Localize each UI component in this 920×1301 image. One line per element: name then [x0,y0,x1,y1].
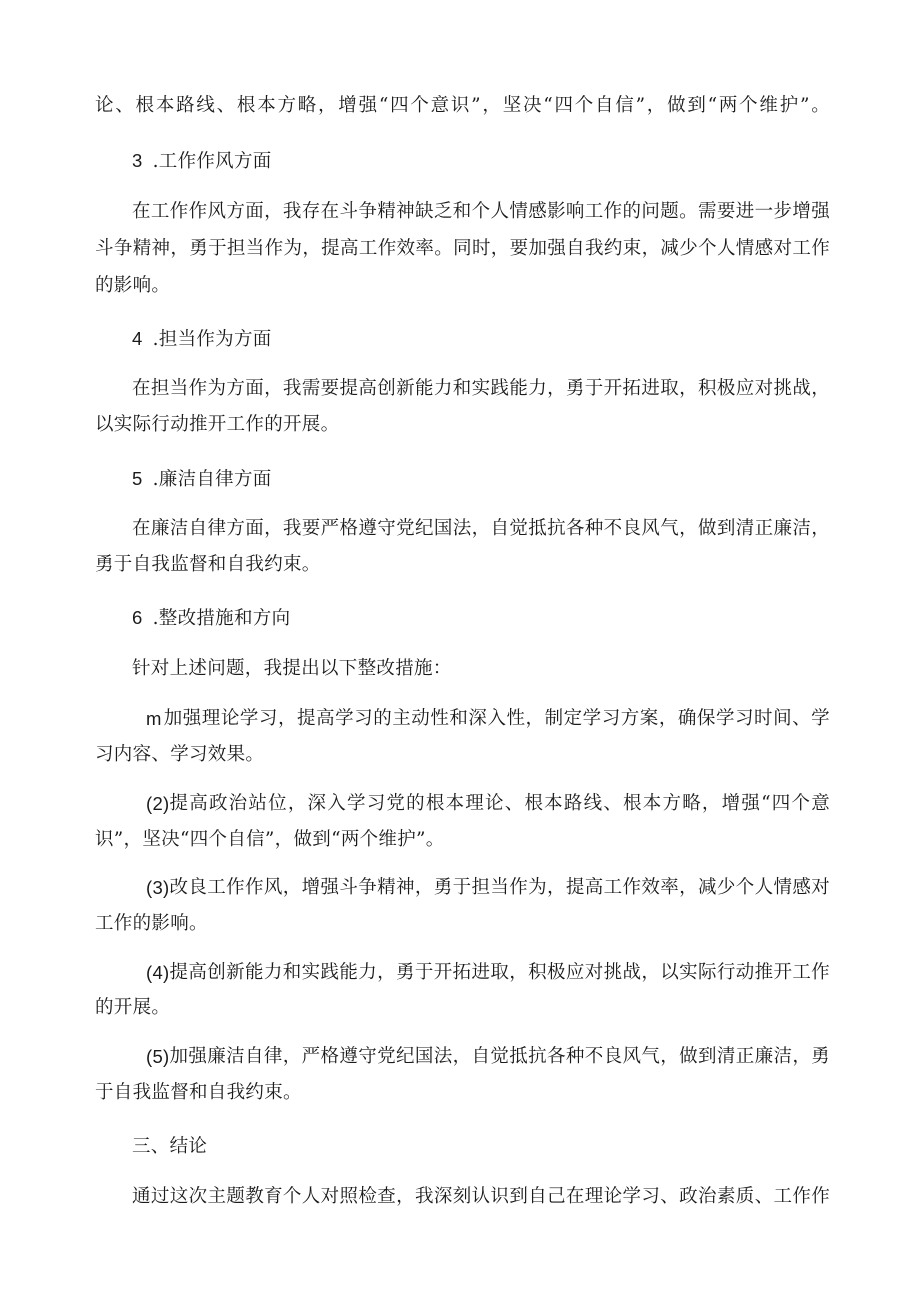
section-title: .廉洁自律方面 [152,469,272,490]
measure-item-3 [146,876,830,900]
section-heading-5 [132,467,867,492]
conclusion-heading: 三、结论 [132,1136,208,1157]
section-number: 4 [132,328,143,349]
paragraph-line: 斗争精神，勇于担当作为，提高工作效率。同时，要加强自我约束，减少个人情感对工作 [95,238,830,259]
item-text: 加强理论学习，提高学习的主动性和深入性，制定学习方案，确保学习时间、学 [163,708,830,729]
paragraph-line: 于自我监督和自我约束。 [95,1082,302,1103]
paragraph-line: 针对上述问题，我提出以下整改措施： [132,658,452,679]
paragraph-line: 以实际行动推开工作的开展。 [95,414,340,435]
paragraph-line: 通过这次主题教育个人对照检查，我深刻认识到自己在理论学习、政治素质、工作作 [132,1186,830,1207]
item-marker: (3) [146,877,170,898]
item-marker: m [146,708,162,729]
paragraph-line: 在廉洁自律方面，我要严格遵守党纪国法，自觉抵抗各种不良风气，做到清正廉洁， [132,518,830,539]
item-text: 提高创新能力和实践能力，勇于开拓进取，积极应对挑战，以实际行动推开工作 [169,962,830,983]
item-text: 改良工作作风，增强斗争精神，勇于担当作为，提高工作效率，减少个人情感对 [169,877,830,898]
section-heading-6 [132,606,867,631]
section-number: 6 [132,607,143,628]
paragraph-line: 的开展。 [95,997,171,1018]
section-number: 3 [132,150,143,171]
paragraph-line: 勇于自我监督和自我约束。 [95,554,321,575]
measure-item-4 [146,961,830,985]
section-title: .整改措施和方向 [152,608,291,629]
item-text: 加强廉洁自律，严格遵守党纪国法，自觉抵抗各种不良风气，做到清正廉洁，勇 [169,1046,830,1067]
paragraph-line: 识”，坚决“四个自信”，做到“两个维护”。 [95,829,445,850]
section-title: .担当作为方面 [152,329,272,350]
paragraph-line: 的影响。 [95,275,171,296]
measure-item-2 [146,792,830,816]
item-marker: (5) [146,1046,170,1067]
item-text: 提高政治站位，深入学习党的根本理论、根本路线、根本方略，增强“四个意 [169,793,830,814]
measure-item-5 [146,1045,830,1069]
paragraph-line: 工作的影响。 [95,913,208,934]
item-marker: (4) [146,962,170,983]
section-title: .工作作风方面 [152,151,272,172]
paragraph-line: 在担当作为方面，我需要提高创新能力和实践能力，勇于开拓进取，积极应对挑战， [132,378,830,399]
measure-item-1 [146,707,830,731]
section-heading-4 [132,327,867,352]
section-number: 5 [132,468,143,489]
paragraph-line: 在工作作风方面，我存在斗争精神缺乏和个人情感影响工作的问题。需要进一步增强 [132,201,830,222]
item-marker: (2) [146,793,170,814]
paragraph-line: 习内容、学习效果。 [95,744,265,765]
section-heading-3 [132,149,867,174]
paragraph-line: 论、根本路线、根本方略，增强“四个意识”，坚决“四个自信”，做到“两个维护”。 [95,95,830,116]
